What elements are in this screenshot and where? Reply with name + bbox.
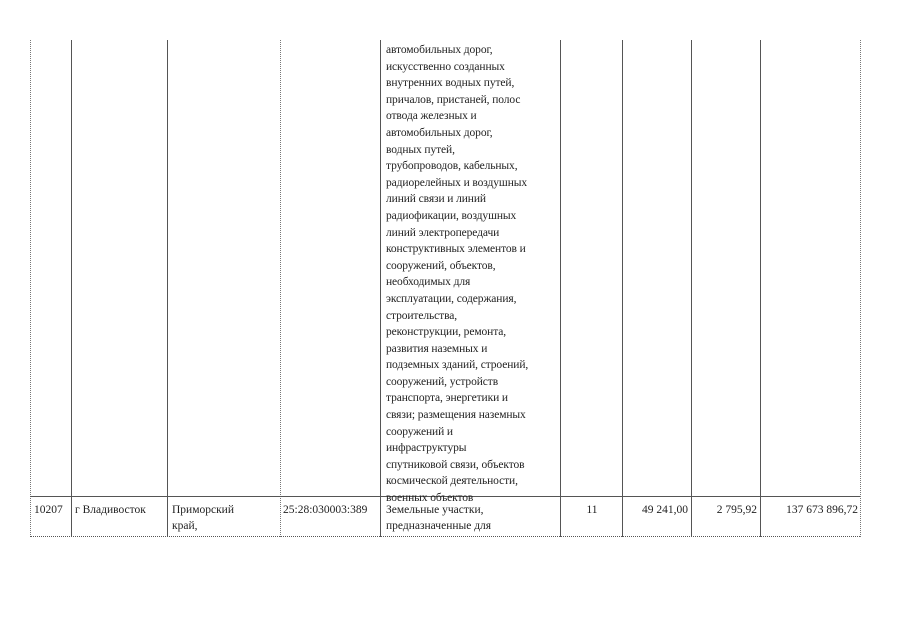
description-line: сооружений, устройств (386, 375, 499, 388)
description-line: причалов, пристаней, полос (386, 93, 521, 106)
description-line: сооружений и (386, 425, 453, 438)
description-line: связи; размещения наземных (386, 409, 526, 422)
cadastral-value: 137 673 896,72 (786, 504, 858, 516)
description-line: подземных зданий, строений, (386, 359, 529, 372)
purpose-line-1: Земельные участки, (386, 504, 484, 516)
region-line-2: край, (172, 520, 198, 532)
description-line: инфраструктуры (386, 442, 467, 455)
description-line: линий электропередачи (386, 226, 500, 239)
column-border (691, 40, 692, 537)
description-line: необходимых для (386, 276, 471, 289)
description-line: развития наземных и (386, 342, 488, 355)
land-area: 49 241,00 (642, 504, 688, 516)
description-line: сооружений, объектов, (386, 259, 496, 272)
cadastral-rate: 2 795,92 (716, 504, 757, 516)
column-border (622, 40, 623, 537)
column-border (30, 40, 31, 537)
description-line: отвода железных и (386, 110, 477, 123)
purpose-line-2: предназначенные для (386, 520, 492, 532)
description-line: космической деятельности, (386, 475, 518, 488)
column-border (167, 40, 168, 537)
description-line: автомобильных дорог, (386, 44, 493, 56)
description-line: водных путей, (386, 143, 455, 156)
description-line: эксплуатации, содержания, (386, 292, 517, 305)
description-line: автомобильных дорог, (386, 126, 493, 139)
description-line: военных объектов (386, 492, 474, 505)
description-line: внутренних водных путей, (386, 77, 515, 90)
column-border (560, 40, 561, 537)
description-line: спутниковой связи, объектов (386, 458, 525, 471)
city-name: г Владивосток (75, 504, 146, 516)
column-border (280, 40, 281, 537)
description-line: трубопроводов, кабельных, (386, 160, 518, 173)
column-border (860, 40, 861, 537)
description-line: искусственно созданных (386, 60, 505, 73)
description-line: линий связи и линий (386, 193, 486, 206)
column-border (380, 40, 381, 537)
column-border (71, 40, 72, 537)
description-line: строительства, (386, 309, 458, 322)
cadastral-number: 25:28:030003:389 (283, 504, 368, 516)
description-line: реконструкции, ремонта, (386, 326, 507, 339)
description-line: транспорта, энергетики и (386, 392, 508, 405)
description-line: радиофикации, воздушных (386, 209, 517, 222)
column-border (760, 40, 761, 537)
region-line-1: Приморский (172, 504, 234, 516)
description-line: радиорелейных и воздушных (386, 176, 528, 189)
land-purpose-description (386, 42, 558, 507)
row-number: 10207 (34, 504, 63, 516)
type-code: 11 (586, 504, 598, 516)
description-line: конструктивных элементов и (386, 243, 526, 256)
row-border (30, 536, 860, 537)
